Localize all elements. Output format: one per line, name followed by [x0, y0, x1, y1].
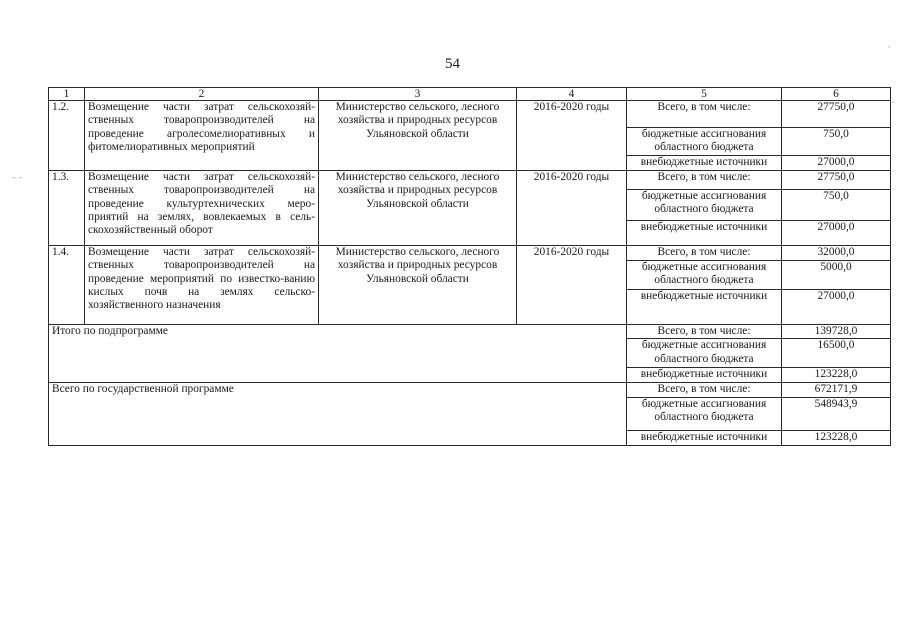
scan-mark: , — [888, 40, 891, 49]
item-number: 1.4. — [49, 245, 85, 324]
column-number: 4 — [517, 88, 627, 101]
funding-source: Всего, в том числе: — [627, 101, 782, 128]
funding-source: бюджетные ассигнования областного бюджета — [627, 189, 782, 220]
funding-amount: 27000,0 — [782, 155, 891, 170]
funding-amount: 27000,0 — [782, 289, 891, 324]
column-number: 1 — [49, 88, 85, 101]
item-description: Возмещение части затрат сельскохозяй-ственных товаропроизводителей на проведение культуртехнических меро-приятий на землях, вовлекаемых в сель-скохозяйственный оборот — [85, 170, 319, 245]
responsible-organization: Министерство сельского, лесного хозяйства и природных ресурсов Ульяновской области — [319, 245, 517, 324]
item-description: Возмещение части затрат сельскохозяй-ственных товаропроизводителей на проведение агролесомелиоративных и фитомелиоративных мероприятий — [85, 101, 319, 171]
budget-table — [48, 87, 891, 446]
funding-source: бюджетные ассигнования областного бюджета — [627, 397, 782, 430]
funding-source: внебюджетные источники — [627, 289, 782, 324]
table-row — [49, 101, 891, 128]
column-number-row — [49, 88, 891, 101]
table-row — [49, 170, 891, 189]
page-number: 54 — [445, 56, 460, 72]
funding-amount: 5000,0 — [782, 260, 891, 289]
scan-mark: ' — [892, 100, 895, 109]
funding-source: внебюджетные источники — [627, 368, 782, 383]
funding-amount: 32000,0 — [782, 245, 891, 260]
column-number: 5 — [627, 88, 782, 101]
funding-amount: 750,0 — [782, 189, 891, 220]
funding-source: Всего, в том числе: — [627, 170, 782, 189]
funding-source: Всего, в том числе: — [627, 245, 782, 260]
responsible-organization: Министерство сельского, лесного хозяйства и природных ресурсов Ульяновской области — [319, 170, 517, 245]
total-label: Всего по государственной программе — [49, 383, 627, 445]
total-row — [49, 324, 891, 338]
funding-amount: 27000,0 — [782, 220, 891, 245]
scan-mark: – – — [12, 173, 23, 182]
funding-source: внебюджетные источники — [627, 220, 782, 245]
item-number: 1.3. — [49, 170, 85, 245]
funding-amount: 16500,0 — [782, 339, 891, 368]
column-number: 2 — [85, 88, 319, 101]
item-number: 1.2. — [49, 101, 85, 171]
implementation-period: 2016-2020 годы — [517, 170, 627, 245]
total-row — [49, 383, 891, 397]
funding-amount: 123228,0 — [782, 430, 891, 445]
column-number: 3 — [319, 88, 517, 101]
funding-source: внебюджетные источники — [627, 430, 782, 445]
column-number: 6 — [782, 88, 891, 101]
funding-amount: 123228,0 — [782, 368, 891, 383]
funding-source: бюджетные ассигнования областного бюджета — [627, 339, 782, 368]
funding-amount: 548943,9 — [782, 397, 891, 430]
funding-source: внебюджетные источники — [627, 155, 782, 170]
funding-source: бюджетные ассигнования областного бюджета — [627, 260, 782, 289]
implementation-period: 2016-2020 годы — [517, 245, 627, 324]
funding-source: Всего, в том числе: — [627, 324, 782, 338]
funding-amount: 27750,0 — [782, 170, 891, 189]
funding-amount: 27750,0 — [782, 101, 891, 128]
funding-amount: 750,0 — [782, 128, 891, 156]
funding-amount: 672171,9 — [782, 383, 891, 397]
total-label: Итого по подпрограмме — [49, 324, 627, 382]
funding-source: бюджетные ассигнования областного бюджета — [627, 128, 782, 156]
responsible-organization: Министерство сельского, лесного хозяйства и природных ресурсов Ульяновской области — [319, 101, 517, 171]
funding-amount: 139728,0 — [782, 324, 891, 338]
item-description: Возмещение части затрат сельскохозяй-ственных товаропроизводителей на проведение мероприятий по известко-ванию кислых почв на землях сельско-хозяйственного назначения — [85, 245, 319, 324]
table-row — [49, 245, 891, 260]
implementation-period: 2016-2020 годы — [517, 101, 627, 171]
funding-source: Всего, в том числе: — [627, 383, 782, 397]
